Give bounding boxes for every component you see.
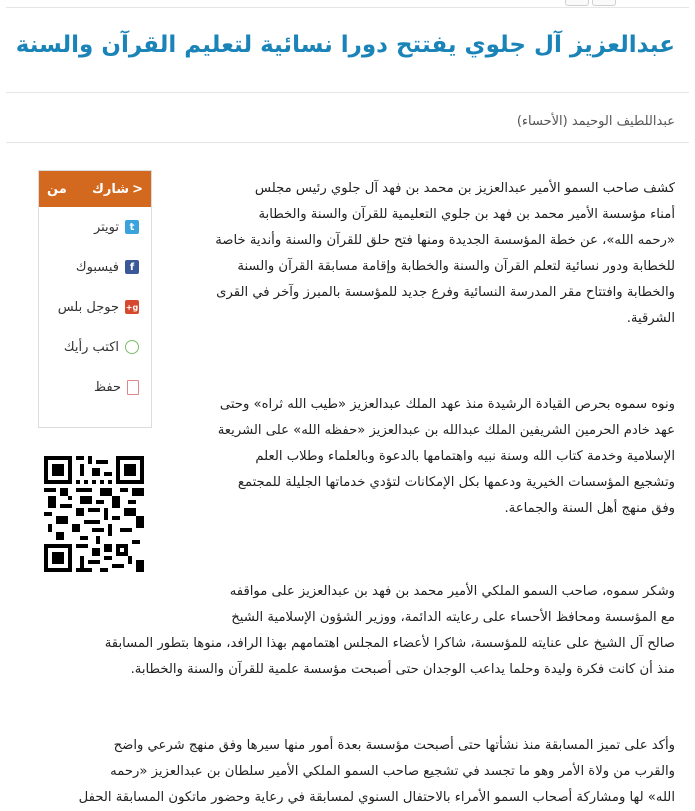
paragraph-line: للخطابة ودور نسائية لتعلم القرآن والسنة والخطابة وإقامة مسابقة القرآن والسنة (237, 259, 675, 274)
share-item-label: تويتر (93, 219, 119, 235)
paragraph-line: وفق منهج أهل السنة والجماعة. (504, 501, 675, 516)
article-paragraph (173, 176, 675, 332)
paragraph-line: الله» لها ومشاركة أصحاب السمو الأمراء بالاحتفال السنوي لمسابقة في رعاية وحضور ماتكون المسابقة الحفل (78, 790, 675, 805)
share-item-label: فيسبوك (75, 259, 119, 275)
divider (6, 92, 689, 93)
comment-icon (125, 340, 139, 354)
paragraph-line: الشرقية. (626, 311, 675, 326)
share-item-label: اكتب رأيك (63, 339, 119, 355)
pdf-icon (127, 380, 139, 395)
divider (6, 7, 689, 8)
divider (6, 142, 689, 143)
article-author: عبداللطيف الوحيمد (الأحساء) (516, 114, 675, 129)
paragraph-line: الإسلامية وخدمة كتاب الله وسنة نبيه واهتمامها بالدعوة وبالعلماء وطلاب العلم (255, 449, 675, 464)
share-header (39, 171, 151, 207)
article-paragraph (173, 392, 675, 522)
paragraph-line: «رحمه الله»، عن خطة المؤسسة الجديدة ومنها فتح حلق للقرآن والسنة وأندية خاصة (215, 233, 675, 248)
twitter-icon: t (125, 220, 139, 234)
share-item-label: جوجل بلس (57, 299, 119, 315)
paragraph-line: ونوه سموه بحرص القيادة الرشيدة منذ عهد الملك عبدالعزيز «طيب الله ثراه» وحتى (219, 397, 675, 412)
top-toolbar-button[interactable] (592, 0, 616, 6)
facebook-icon: f (125, 260, 139, 274)
article-paragraph (20, 733, 675, 811)
paragraph-line: منذ أن كانت فكرة وليدة وحلما يداعب الوجدان حتى أصبحت مؤسسة علمية للقرآن والسنة والخطابة. (130, 662, 675, 677)
share-save[interactable] (39, 367, 151, 407)
share-icon: < (132, 181, 143, 197)
paragraph-line: والقرب من ولاة الأمر وهو ما تجسد في تشجيع صاحب السمو الملكي الأمير سلطان بن عبدالعزيز «رحمه (110, 764, 675, 779)
google-plus-icon: g+ (125, 300, 139, 314)
article-paragraph (20, 579, 675, 683)
share-google-plus[interactable] (39, 287, 151, 327)
share-panel (38, 170, 152, 428)
share-facebook[interactable] (39, 247, 151, 287)
share-from-label: من (47, 181, 67, 197)
paragraph-line: عهد خادم الحرمين الشريفين الملك عبدالله بن عبدالعزيز «حفظه الله» على الشريعة (217, 423, 675, 438)
paragraph-line: كشف صاحب السمو الأمير عبدالعزيز بن محمد بن فهد آل جلوي رئيس مجلس (254, 181, 675, 196)
paragraph-line: مع المؤسسة ومحافظ الأحساء على رعايته الدائمة، ووزير الشؤون الإسلامية الشيخ (231, 610, 675, 625)
paragraph-line: والخطابة وافتتاح مقر المدرسة النسائية وفرع جديد للمؤسسة بالمبرز وآخر في القرى (216, 285, 675, 300)
share-item-label: حفظ (94, 379, 121, 395)
paragraph-line: وأكد على تميز المسابقة منذ نشأتها حتى أصبحت مؤسسة بعدة أمور منها سيرها وفق منهج شرعي واضح (113, 738, 675, 753)
top-toolbar-button[interactable] (565, 0, 589, 6)
share-twitter[interactable] (39, 207, 151, 247)
paragraph-line: صالح آل الشيخ على عنايته للمؤسسة، شاكرا لأعضاء المجلس اهتمامهم بهذا الرافد، منوها بتطور المسابقة (104, 636, 675, 651)
qr-code-icon (44, 456, 144, 572)
share-comment[interactable] (39, 327, 151, 367)
paragraph-line: أمناء مؤسسة الأمير محمد بن فهد بن جلوي التعليمية للقرآن والسنة والخطابة (258, 207, 675, 222)
paragraph-line: وتشجيع المؤسسات الخيرية ودعمها بكل الإمكانات لتؤدي خدماتها الجليلة للمجتمع (237, 475, 675, 490)
article-title: عبدالعزيز آل جلوي يفتتح دورا نسائية لتعليم القرآن والسنة (15, 32, 675, 58)
share-label: شارك (92, 181, 130, 197)
paragraph-line: وشكر سموه، صاحب السمو الملكي الأمير محمد بن فهد بن عبدالعزيز على مواقفه (229, 584, 675, 599)
